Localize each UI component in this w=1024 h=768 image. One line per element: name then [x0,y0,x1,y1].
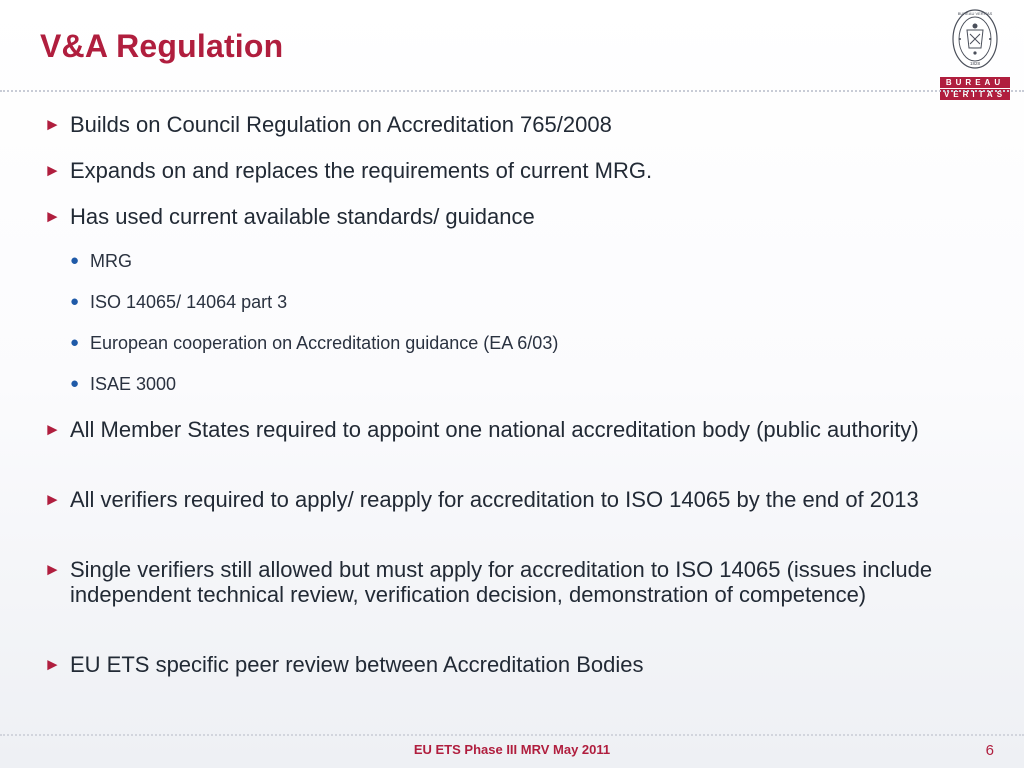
bullet-item [44,158,980,183]
footer-divider [0,734,1024,736]
page-number: 6 [985,742,994,759]
seal-year: 1828 [969,61,981,66]
bullet-item [44,417,980,442]
title-divider [0,90,1024,92]
sub-bullet-item [44,291,1000,313]
bullet-item [44,487,980,512]
arrow-bullet-icon: ► [44,490,61,509]
dot-bullet-icon: ● [70,252,80,269]
slide-title: V&A Regulation [40,28,284,64]
bullet-text: European cooperation on Accreditation guidance (EA 6/03) [90,333,559,353]
sub-bullet-item [44,250,1000,272]
bullet-text: ISAE 3000 [90,374,177,394]
sub-bullet-item [44,373,1000,395]
seal-text: BUREAU VERITAS [957,11,993,16]
bullet-text: MRG [90,251,132,271]
bullet-text: All verifiers required to apply/ reapply for accreditation to ISO 14065 by the end of 2013 [70,487,919,512]
bullet-text: All Member States required to appoint one national accreditation body (public authority) [70,417,919,442]
sub-bullet-item [44,332,1000,354]
bullet-item [44,652,980,677]
bullet-text: Expands on and replaces the requirements of current MRG. [70,158,653,183]
dot-bullet-icon: ● [70,375,80,392]
arrow-bullet-icon: ► [44,560,61,579]
seal-icon [951,8,999,70]
logo-word-bureau: BUREAU [940,77,1010,88]
arrow-bullet-icon: ► [44,655,61,674]
bureau-veritas-logo [940,8,1010,99]
arrow-bullet-icon: ► [44,207,61,226]
bullet-text: EU ETS specific peer review between Accreditation Bodies [70,652,644,677]
bullet-item [44,204,980,229]
bullet-text: ISO 14065/ 14064 part 3 [90,292,288,312]
bullet-text: Builds on Council Regulation on Accreditation 765/2008 [70,112,612,137]
logo-word-veritas: VERITAS [940,89,1010,100]
dot-bullet-icon: ● [70,293,80,310]
bullet-text: Single verifiers still allowed but must apply for accreditation to ISO 14065 (issues include independent technical review, verification decision, demonstration of competence) [70,557,933,607]
arrow-bullet-icon: ► [44,420,61,439]
bullet-item [44,557,980,607]
arrow-bullet-icon: ► [44,161,61,180]
footer-text: EU ETS Phase III MRV May 2011 [413,742,611,757]
bullet-text: Has used current available standards/ guidance [70,204,535,229]
dot-bullet-icon: ● [70,334,80,351]
arrow-bullet-icon: ► [44,115,61,134]
bullet-item [44,112,980,137]
